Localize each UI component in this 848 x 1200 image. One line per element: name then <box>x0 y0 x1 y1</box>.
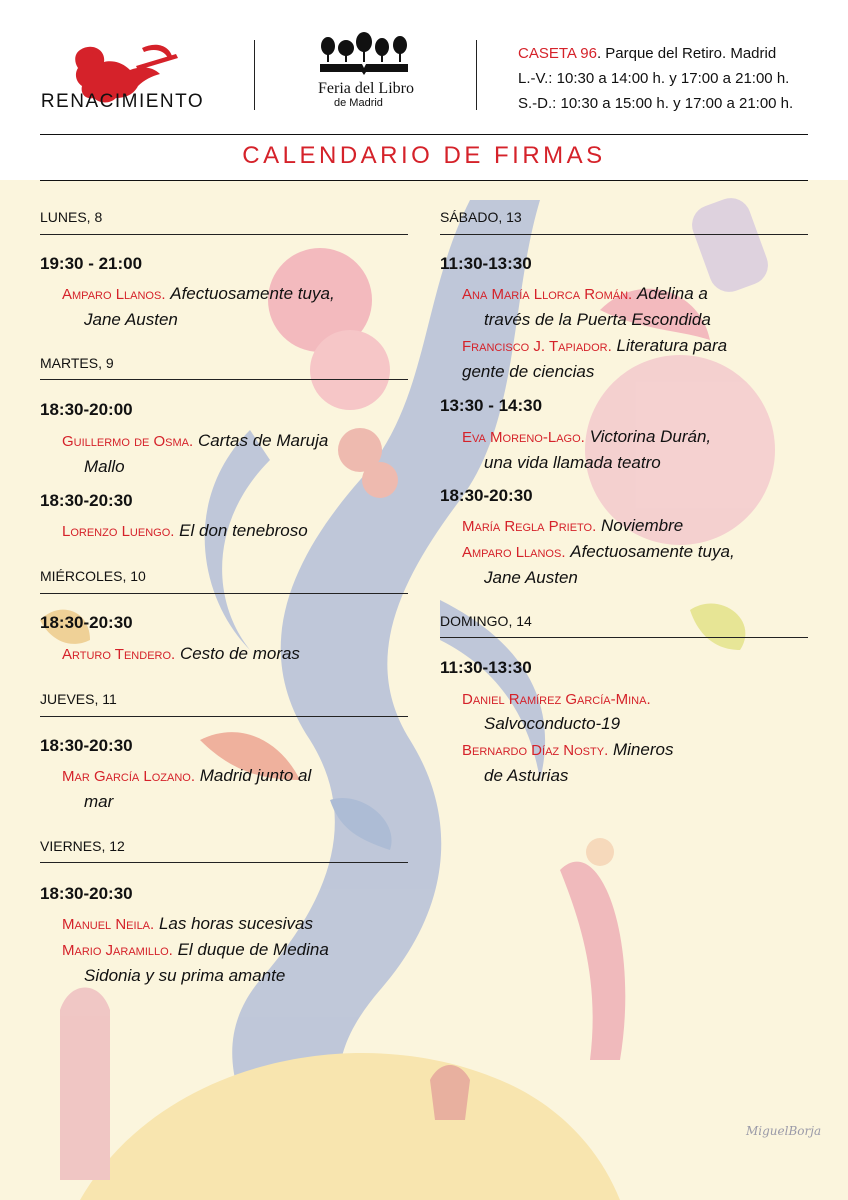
book-title: Cartas de Maruja <box>197 431 329 450</box>
book-title: Cesto de moras <box>179 644 300 663</box>
book-title: Jane Austen <box>84 310 178 329</box>
day-heading: SÁBADO, 13 <box>440 209 522 225</box>
book-title: Literatura para <box>616 336 728 355</box>
book-title: través de la Puerta Escondida <box>484 310 711 329</box>
book-title: El don tenebroso <box>179 521 308 540</box>
signing-event <box>62 763 311 790</box>
author-name: María Regla Prieto. <box>462 518 597 535</box>
day-rule <box>40 234 408 235</box>
weekday-hours: L.-V.: 10:30 a 14:00 h. y 17:00 a 21:00 h. <box>518 70 790 87</box>
fair-subtitle: de Madrid <box>334 97 383 109</box>
book-title: El duque de Medina <box>177 940 329 959</box>
booth-info <box>518 41 818 116</box>
signing-event <box>462 281 708 308</box>
author-name: Ana María Llorca Román. <box>462 286 633 303</box>
signing-event <box>62 641 300 668</box>
book-title: Las horas sucesivas <box>158 914 313 933</box>
time-slot: 18:30-20:30 <box>40 884 133 903</box>
author-name: Daniel Ramírez García-Mina. <box>462 691 651 708</box>
author-name: Francisco J. Tapiador. <box>462 338 612 355</box>
day-rule <box>40 862 408 863</box>
signing-event <box>462 424 711 451</box>
day-heading: LUNES, 8 <box>40 209 103 225</box>
day-rule <box>440 637 808 638</box>
book-title: mar <box>84 792 114 811</box>
signing-event <box>462 539 735 566</box>
page-title: CALENDARIO DE FIRMAS <box>242 142 606 169</box>
book-title: de Asturias <box>484 766 569 785</box>
signing-event <box>62 911 313 938</box>
book-title: Salvoconducto-19 <box>484 714 621 733</box>
day-heading: JUEVES, 11 <box>40 691 117 707</box>
publisher-name: RENACIMIENTO <box>40 91 205 112</box>
book-title: Noviembre <box>601 516 684 535</box>
title-bottom-rule <box>40 180 808 181</box>
weekend-hours: S.-D.: 10:30 a 15:00 h. y 17:00 a 21:00 h. <box>518 95 794 112</box>
signing-event <box>62 937 329 964</box>
fair-name: Feria del Libro <box>318 80 414 97</box>
book-title: Afectuosamente tuya, <box>170 284 335 303</box>
time-slot: 19:30 - 21:00 <box>40 254 143 273</box>
signing-event <box>462 513 683 540</box>
signing-event <box>462 333 727 360</box>
day-rule <box>40 716 408 717</box>
author-name: Amparo Llanos. <box>62 286 166 303</box>
book-title: gente de ciencias <box>462 362 595 381</box>
day-heading: MIÉRCOLES, 10 <box>40 568 146 584</box>
author-name: Amparo Llanos. <box>462 544 566 561</box>
time-slot: 18:30-20:30 <box>40 491 133 510</box>
booth-location: . Parque del Retiro. Madrid <box>596 45 777 62</box>
book-title: Sidonia y su prima amante <box>84 966 286 985</box>
signing-event <box>462 686 651 713</box>
time-slot: 18:30-20:30 <box>40 613 133 632</box>
book-title: Mineros <box>612 740 674 759</box>
title-top-rule <box>40 134 808 135</box>
author-name: Mario Jaramillo. <box>62 942 173 959</box>
day-rule <box>40 379 408 380</box>
book-title: Jane Austen <box>484 568 578 587</box>
day-rule <box>440 234 808 235</box>
booth-label: CASETA 96 <box>518 45 597 62</box>
day-heading: DOMINGO, 14 <box>440 613 532 629</box>
book-title: Adelina a <box>636 284 708 303</box>
author-name: Mar García Lozano. <box>62 768 196 785</box>
header-divider <box>254 40 255 110</box>
book-title: Victorina Durán, <box>589 427 712 446</box>
artist-signature: MiguelBorja <box>746 1124 822 1138</box>
feria-trees-logo-icon <box>316 32 412 76</box>
page-header <box>0 0 848 180</box>
day-heading: MARTES, 9 <box>40 355 114 371</box>
signing-event <box>62 518 308 545</box>
time-slot: 11:30-13:30 <box>440 658 532 677</box>
author-name: Eva Moreno-Lago. <box>462 429 585 446</box>
author-name: Lorenzo Luengo. <box>62 523 175 540</box>
signing-event <box>62 281 335 308</box>
time-slot: 18:30-20:30 <box>440 486 533 505</box>
signing-event <box>62 428 328 455</box>
book-title: Afectuosamente tuya, <box>570 542 735 561</box>
time-slot: 18:30-20:30 <box>40 736 133 755</box>
signing-event <box>462 737 673 764</box>
book-title: Mallo <box>84 457 125 476</box>
time-slot: 11:30-13:30 <box>440 254 532 273</box>
header-divider <box>476 40 477 110</box>
book-title: Madrid junto al <box>199 766 312 785</box>
time-slot: 13:30 - 14:30 <box>440 396 543 415</box>
author-name: Bernardo Díaz Nosty. <box>462 742 609 759</box>
day-heading: VIERNES, 12 <box>40 838 125 854</box>
book-title: una vida llamada teatro <box>484 453 661 472</box>
day-rule <box>40 593 408 594</box>
author-name: Arturo Tendero. <box>62 646 176 663</box>
author-name: Guillermo de Osma. <box>62 433 194 450</box>
time-slot: 18:30-20:00 <box>40 400 133 419</box>
author-name: Manuel Neila. <box>62 916 155 933</box>
